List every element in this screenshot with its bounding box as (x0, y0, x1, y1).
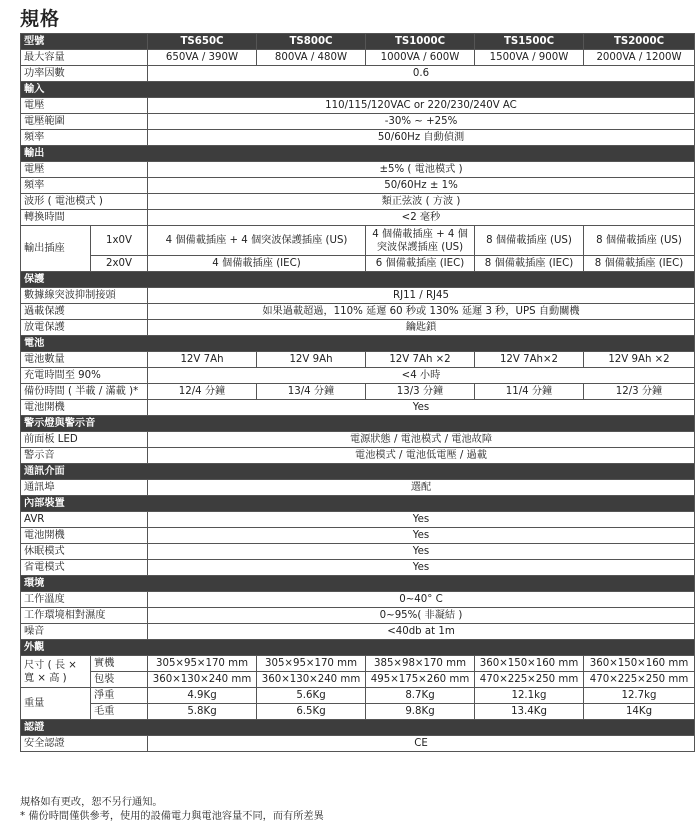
sub-label: 淨重 (91, 688, 148, 704)
row-label: AVR (21, 512, 148, 528)
cell: 495×175×260 mm (366, 672, 475, 688)
row-label: 尺寸 ( 長 × 寬 × 高 ) (21, 656, 91, 688)
cell: 50/60Hz ± 1% (148, 178, 695, 194)
cell: 12V 7Ah (148, 352, 257, 368)
row-label: 電壓 (21, 162, 148, 178)
table-row (21, 736, 695, 752)
cell: 360×130×240 mm (148, 672, 257, 688)
cell: 11/4 分鐘 (475, 384, 584, 400)
table-row (21, 480, 695, 496)
cell: 13/3 分鐘 (366, 384, 475, 400)
cell: 4 個備載插座 + 4 個突波保護插座 (US) (366, 226, 475, 256)
table-row (21, 162, 695, 178)
row-label: 頻率 (21, 178, 148, 194)
row-label: 休眠模式 (21, 544, 148, 560)
section-title: 認證 (21, 720, 695, 736)
model-name: TS650C (148, 34, 257, 50)
cell: <40db at 1m (148, 624, 695, 640)
cell: 360×150×160 mm (475, 656, 584, 672)
cell: 12V 7Ah×2 (475, 352, 584, 368)
table-row (21, 256, 695, 272)
table-row (21, 304, 695, 320)
cell: 8 個備載插座 (IEC) (584, 256, 695, 272)
cell: Yes (148, 560, 695, 576)
cell: 305×95×170 mm (148, 656, 257, 672)
table-row (21, 624, 695, 640)
cell: 0.6 (148, 66, 695, 82)
cell: 650VA / 390W (148, 50, 257, 66)
table-row (21, 114, 695, 130)
cell: 8 個備載插座 (US) (475, 226, 584, 256)
footnote: 規格如有更改，恕不另行通知。 (20, 797, 163, 808)
row-label: 通訊埠 (21, 480, 148, 496)
cell: 305×95×170 mm (257, 656, 366, 672)
cell: 1500VA / 900W (475, 50, 584, 66)
cell: 1000VA / 600W (366, 50, 475, 66)
table-row (21, 448, 695, 464)
section-header (21, 496, 695, 512)
row-label: 省電模式 (21, 560, 148, 576)
row-label: 前面板 LED (21, 432, 148, 448)
cell: Yes (148, 544, 695, 560)
model-name: TS2000C (584, 34, 695, 50)
section-title: 保護 (21, 272, 695, 288)
row-label: 安全認證 (21, 736, 148, 752)
section-header (21, 82, 695, 98)
cell: <4 小時 (148, 368, 695, 384)
cell: 12.7kg (584, 688, 695, 704)
row-label: 工作溫度 (21, 592, 148, 608)
row-label: 過載保護 (21, 304, 148, 320)
section-header (21, 720, 695, 736)
row-label: 電池開機 (21, 528, 148, 544)
table-row (21, 432, 695, 448)
cell: Yes (148, 400, 695, 416)
row-label: 充電時間至 90% (21, 368, 148, 384)
row-label: 電壓 (21, 98, 148, 114)
cell: 選配 (148, 480, 695, 496)
section-title: 通訊介面 (21, 464, 695, 480)
section-header (21, 416, 695, 432)
row-label: 噪音 (21, 624, 148, 640)
table-row (21, 704, 695, 720)
cell: 9.8Kg (366, 704, 475, 720)
row-label: 工作環境相對濕度 (21, 608, 148, 624)
table-row (21, 512, 695, 528)
row-label: 頻率 (21, 130, 148, 146)
sub-label: 實機 (91, 656, 148, 672)
section-title: 輸入 (21, 82, 695, 98)
cell: 360×130×240 mm (257, 672, 366, 688)
row-label: 輸出插座 (21, 226, 91, 272)
page-title: 規格 (20, 8, 61, 30)
section-title: 外觀 (21, 640, 695, 656)
section-title: 內部裝置 (21, 496, 695, 512)
table-row (21, 560, 695, 576)
row-label: 波形 ( 電池模式 ) (21, 194, 148, 210)
model-header-row (21, 34, 695, 50)
cell: 2000VA / 1200W (584, 50, 695, 66)
cell: 110/115/120VAC or 220/230/240V AC (148, 98, 695, 114)
sub-label: 2x0V (91, 256, 148, 272)
table-row (21, 528, 695, 544)
cell: 電源狀態 / 電池模式 / 電池故障 (148, 432, 695, 448)
cell: 8 個備載插座 (IEC) (475, 256, 584, 272)
cell: -30% ~ +25% (148, 114, 695, 130)
table-row (21, 368, 695, 384)
model-name: TS800C (257, 34, 366, 50)
section-header (21, 576, 695, 592)
table-row (21, 50, 695, 66)
cell: Yes (148, 512, 695, 528)
table-row (21, 320, 695, 336)
section-title: 電池 (21, 336, 695, 352)
table-row (21, 194, 695, 210)
section-title: 警示燈與警示音 (21, 416, 695, 432)
table-row (21, 352, 695, 368)
cell: Yes (148, 528, 695, 544)
cell: 如果過載超過，110% 延遲 60 秒或 130% 延遲 3 秒，UPS 自動關機 (148, 304, 695, 320)
cell: 鑰匙鎖 (148, 320, 695, 336)
cell: 8 個備載插座 (US) (584, 226, 695, 256)
section-header (21, 336, 695, 352)
cell: 8.7Kg (366, 688, 475, 704)
sub-label: 毛重 (91, 704, 148, 720)
cell: 類正弦波 ( 方波 ) (148, 194, 695, 210)
row-label: 最大容量 (21, 50, 148, 66)
cell: CE (148, 736, 695, 752)
cell: 360×150×160 mm (584, 656, 695, 672)
model-name: TS1500C (475, 34, 584, 50)
spec-table (20, 33, 695, 752)
row-label: 放電保護 (21, 320, 148, 336)
row-label: 電壓範圍 (21, 114, 148, 130)
cell: 12V 9Ah ×2 (584, 352, 695, 368)
cell: 4.9Kg (148, 688, 257, 704)
cell: 電池模式 / 電池低電壓 / 過載 (148, 448, 695, 464)
cell: 4 個備載插座 + 4 個突波保護插座 (US) (148, 226, 366, 256)
cell: 470×225×250 mm (584, 672, 695, 688)
row-label: 重量 (21, 688, 91, 720)
cell: 6.5Kg (257, 704, 366, 720)
row-label: 功率因數 (21, 66, 148, 82)
table-row (21, 288, 695, 304)
section-header (21, 464, 695, 480)
table-row (21, 226, 695, 256)
cell: 50/60Hz 自動偵測 (148, 130, 695, 146)
row-label: 轉換時間 (21, 210, 148, 226)
cell: 6 個備載插座 (IEC) (366, 256, 475, 272)
row-label: 型號 (21, 34, 148, 50)
cell: 14Kg (584, 704, 695, 720)
table-row (21, 592, 695, 608)
cell: 12V 7Ah ×2 (366, 352, 475, 368)
row-label: 警示音 (21, 448, 148, 464)
cell: <2 毫秒 (148, 210, 695, 226)
table-row (21, 210, 695, 226)
cell: 12.1kg (475, 688, 584, 704)
sub-label: 包裝 (91, 672, 148, 688)
table-row (21, 672, 695, 688)
cell: 12V 9Ah (257, 352, 366, 368)
table-row (21, 656, 695, 672)
table-row (21, 400, 695, 416)
table-row (21, 688, 695, 704)
section-header (21, 640, 695, 656)
table-row (21, 178, 695, 194)
sub-label: 1x0V (91, 226, 148, 256)
cell: 13.4Kg (475, 704, 584, 720)
cell: 800VA / 480W (257, 50, 366, 66)
table-row (21, 608, 695, 624)
cell: 5.8Kg (148, 704, 257, 720)
table-row (21, 384, 695, 400)
footnotes (20, 796, 324, 824)
table-row (21, 66, 695, 82)
cell: 13/4 分鐘 (257, 384, 366, 400)
row-label: 備份時間 ( 半載 / 滿載 )* (21, 384, 148, 400)
cell: 385×98×170 mm (366, 656, 475, 672)
cell: 0~40° C (148, 592, 695, 608)
model-name: TS1000C (366, 34, 475, 50)
cell: 12/4 分鐘 (148, 384, 257, 400)
section-title: 環境 (21, 576, 695, 592)
cell: 0~95%( 非凝結 ) (148, 608, 695, 624)
section-title: 輸出 (21, 146, 695, 162)
cell: 12/3 分鐘 (584, 384, 695, 400)
cell: ±5% ( 電池模式 ) (148, 162, 695, 178)
section-header (21, 146, 695, 162)
table-row (21, 544, 695, 560)
footnote: * 備份時間僅供參考，使用的設備電力與電池容量不同，而有所差異 (20, 811, 324, 822)
cell: 5.6Kg (257, 688, 366, 704)
row-label: 電池數量 (21, 352, 148, 368)
row-label: 數據線突波抑制接頭 (21, 288, 148, 304)
table-row (21, 130, 695, 146)
cell: 4 個備載插座 (IEC) (148, 256, 366, 272)
table-row (21, 98, 695, 114)
cell: 470×225×250 mm (475, 672, 584, 688)
cell: RJ11 / RJ45 (148, 288, 695, 304)
row-label: 電池開機 (21, 400, 148, 416)
section-header (21, 272, 695, 288)
